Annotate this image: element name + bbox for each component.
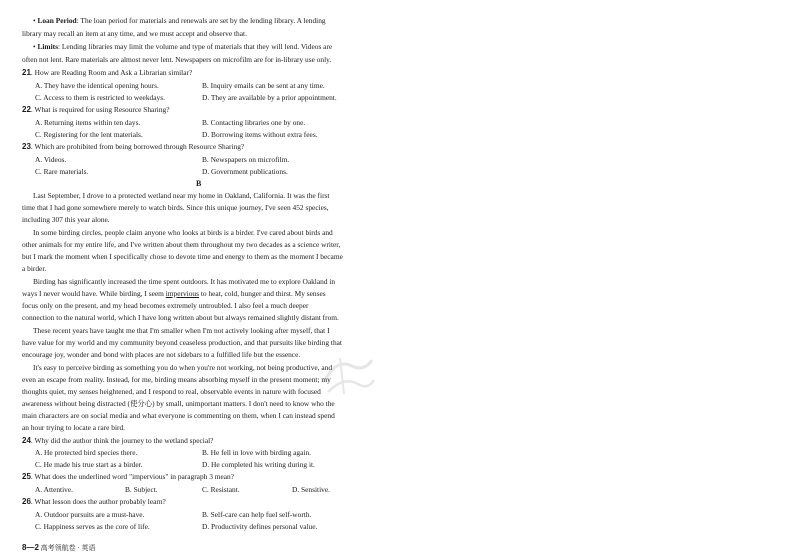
question-number: 21 bbox=[22, 68, 31, 77]
question-stem: . What does the underlined word "impervious" in paragraph 3 mean? bbox=[30, 472, 235, 481]
option-a: A. Outdoor pursuits are a must-have. bbox=[35, 510, 145, 519]
section-heading-b: B bbox=[196, 179, 202, 188]
passage-line: awareness without being distracted (使分心) by small, unimportant matters. I don't need to know who the bbox=[22, 399, 335, 408]
loan-period-text-cont: library may recall an item at any time, and we must accept and observe that. bbox=[22, 29, 247, 38]
question-stem: . What is required for using Resource Sharing? bbox=[30, 105, 170, 114]
option-c: C. Rare materials. bbox=[35, 167, 89, 176]
passage-line: In some birding circles, people claim anyone who looks at birds is a birder. I've cared about birds and bbox=[33, 228, 333, 237]
option-a: A. He protected bird species there. bbox=[35, 448, 138, 457]
question-number: 25 bbox=[22, 472, 31, 481]
option-a: A. Attentive. bbox=[35, 485, 73, 494]
option-d: D. Borrowing items without extra fees. bbox=[202, 130, 318, 139]
question-stem: . Which are prohibited from being borrowed through Resource Sharing? bbox=[30, 142, 245, 151]
question-25 bbox=[22, 472, 378, 482]
limits-label: Limits bbox=[37, 42, 58, 51]
option-b: B. Contacting libraries one by one. bbox=[202, 118, 306, 127]
option-c: C. Registering for the lent materials. bbox=[35, 130, 143, 139]
question-23 bbox=[22, 142, 378, 152]
passage-line: time that I had gone somewhere merely to watch birds. Since this unique journey, I've seen 452 species, bbox=[22, 203, 329, 212]
passage-line: even an escape from reality. Instead, for me, birding means absorbing myself in the present moment; my bbox=[22, 375, 331, 384]
loan-period-bullet: • Loan Period: The loan period for materials and renewals are set by the lending library. A lending bbox=[33, 16, 326, 25]
passage-line: connection to the natural world, which I have long written about but always remained slightly distant from. bbox=[22, 313, 339, 322]
passage-line: Birding has significantly increased the time spent outdoors. It has motivated me to explore Oakland in bbox=[33, 277, 336, 286]
passage-line: an hour trying to locate a rare bird. bbox=[22, 423, 126, 432]
option-b: B. He fell in love with birding again. bbox=[202, 448, 311, 457]
passage-line: other animals for my entire life, and I've written about them throughout my two decades as a science writer, bbox=[22, 240, 341, 249]
option-c: C. Access to them is restricted to weekdays. bbox=[35, 93, 165, 102]
question-21 bbox=[22, 68, 378, 78]
limits-text-cont: often not lent. Rare materials are almost never lent. Newspapers on microfilm are for in-library use only. bbox=[22, 55, 332, 64]
passage-text: ways I never would have. While birding, I seem bbox=[22, 289, 166, 298]
limits-bullet: • Limits: Lending libraries may limit the volume and type of materials that they will lend. Videos are bbox=[33, 42, 333, 51]
question-stem: . How are Reading Room and Ask a Librarian similar? bbox=[30, 68, 193, 77]
option-a: A. Returning items within ten days. bbox=[35, 118, 141, 127]
passage-line-underlined bbox=[22, 289, 378, 299]
passage-line: have value for my world and my community beyond ceaseless production, and that pursuits like birding that bbox=[22, 338, 342, 347]
option-a: A. Videos. bbox=[35, 155, 67, 164]
passage-line: focus only on the present, and my head becomes extremely untroubled. I also feel a much deeper bbox=[22, 301, 309, 310]
passage-line: Last September, I drove to a protected wetland near my home in Oakland, California. It was the first bbox=[33, 191, 330, 200]
question-number: 22 bbox=[22, 105, 31, 114]
passage-line: It's easy to perceive birding as something you do when you're not working, not being productive, and bbox=[33, 363, 333, 372]
option-b: B. Inquiry emails can be sent at any time. bbox=[202, 81, 325, 90]
passage-line: encourage joy, wonder and bond with places are not sidebars to a fulfilled life but the essence. bbox=[22, 350, 301, 359]
passage-line: main characters are on social media and what everyone is commenting on them, when I can instead spend bbox=[22, 411, 335, 420]
passage-line: including 307 this year alone. bbox=[22, 215, 110, 224]
question-number: 23 bbox=[22, 142, 31, 151]
option-d: D. Government publications. bbox=[202, 167, 288, 176]
option-a: A. They have the identical opening hours. bbox=[35, 81, 159, 90]
footer-text: 高考领航卷 · 英语 bbox=[40, 544, 96, 552]
passage-line: These recent years have taught me that I'm smaller when I'm not actively looking after myself, that I bbox=[33, 326, 330, 335]
option-c: C. Resistant. bbox=[202, 485, 240, 494]
option-d: D. They are available by a prior appointment. bbox=[202, 93, 337, 102]
option-c: C. He made his true start as a birder. bbox=[35, 460, 143, 469]
loan-period-label: Loan Period bbox=[37, 16, 77, 25]
passage-line: a birder. bbox=[22, 264, 47, 273]
passage-text: to heat, cold, hunger and thirst. My senses bbox=[199, 289, 326, 298]
limits-text: : Lending libraries may limit the volume and type of materials that they will lend. Videos are bbox=[57, 42, 333, 51]
passage-line: thoughts quiet, my senses heightened, and I respond to real, observable events in nature with focused bbox=[22, 387, 321, 396]
option-d: D. Productivity defines personal value. bbox=[202, 522, 318, 531]
option-b: B. Newspapers on microfilm. bbox=[202, 155, 290, 164]
loan-period-text: : The loan period for materials and renewals are set by the lending library. A lending bbox=[76, 16, 326, 25]
question-number: 26 bbox=[22, 497, 31, 506]
question-24 bbox=[22, 436, 378, 446]
watermark-seal bbox=[318, 352, 378, 398]
option-c: C. Happiness serves as the core of life. bbox=[35, 522, 150, 531]
question-stem: . Why did the author think the journey to the wetland special? bbox=[30, 436, 214, 445]
question-number: 24 bbox=[22, 436, 31, 445]
question-26 bbox=[22, 497, 378, 507]
underlined-word: impervious bbox=[165, 289, 200, 298]
option-d: D. Sensitive. bbox=[292, 485, 330, 494]
page-footer bbox=[22, 543, 96, 553]
option-b: B. Self-care can help fuel self-worth. bbox=[202, 510, 312, 519]
page-number: 8—2 bbox=[22, 543, 39, 552]
option-d: D. He completed his writing during it. bbox=[202, 460, 315, 469]
option-b: B. Subject. bbox=[125, 485, 158, 494]
passage-line: but I mark the moment when I specifically chose to devote time and energy to them as the moment I became bbox=[22, 252, 343, 261]
question-22 bbox=[22, 105, 378, 115]
question-stem: . What lesson does the author probably learn? bbox=[30, 497, 166, 506]
